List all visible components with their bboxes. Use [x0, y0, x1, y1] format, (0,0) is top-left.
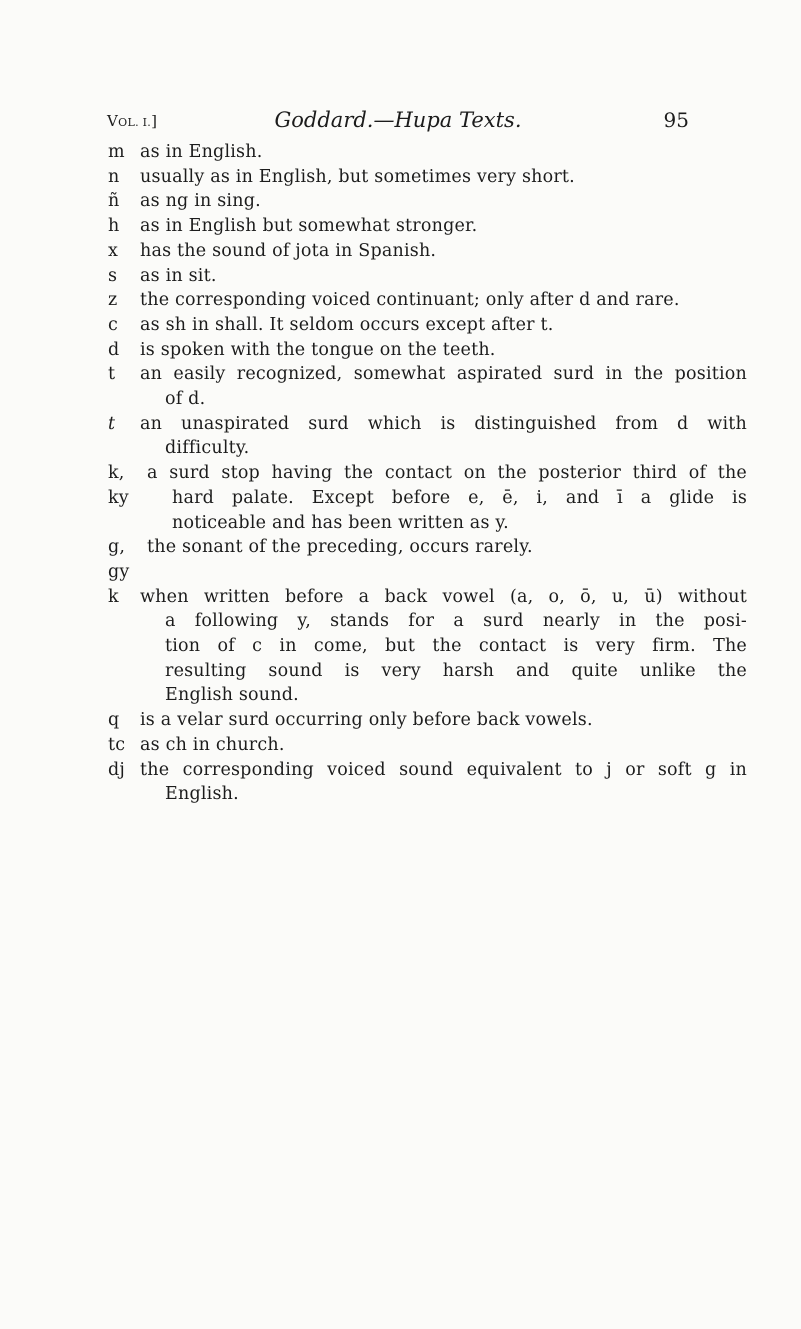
entry-symbol: t — [108, 413, 116, 434]
description-line: English. — [165, 784, 239, 805]
entry-symbol: x — [108, 240, 119, 261]
description-line: as ng in sing. — [140, 191, 261, 212]
entry-description — [140, 758, 747, 807]
description-line: as in sit. — [140, 265, 217, 286]
sound-entry — [107, 189, 747, 214]
description-line: difficulty. — [165, 438, 250, 459]
sound-entry — [107, 535, 747, 584]
running-header — [107, 108, 689, 138]
description-line: is a velar surd occurring only before back vowels. — [140, 710, 593, 731]
entry-symbol: g, gy — [108, 537, 130, 582]
entry-symbol: k — [108, 586, 119, 607]
sound-entry — [107, 288, 747, 313]
running-title: Goddard.—Hupa Texts. — [274, 108, 522, 132]
entry-description — [147, 535, 747, 584]
entry-symbol: n — [108, 166, 120, 187]
entry-symbol: t — [108, 364, 116, 385]
description-line: hard palate. Except before e, ē, i, and ī a glide is — [172, 487, 747, 508]
entry-symbol: m — [108, 142, 125, 162]
sound-entry — [107, 165, 747, 190]
sound-entry — [107, 733, 747, 758]
sound-entry — [107, 140, 747, 165]
entry-description — [140, 239, 747, 264]
description-line: has the sound of jota in Spanish. — [140, 240, 437, 261]
entry-description — [140, 214, 747, 239]
entry-description — [140, 412, 747, 461]
description-line: the corresponding voiced sound equivalent to j or soft g in — [140, 759, 747, 780]
sound-entry — [107, 239, 747, 264]
entry-description — [140, 288, 747, 313]
sound-entry — [107, 264, 747, 289]
description-line: an easily recognized, somewhat aspirated surd in the position — [140, 364, 747, 385]
description-line: as sh in shall. It seldom occurs except after t. — [140, 314, 554, 335]
description-line: English sound. — [165, 685, 299, 706]
sound-entry — [107, 362, 747, 411]
entry-description — [140, 362, 747, 411]
description-line: is spoken with the tongue on the teeth. — [140, 339, 496, 360]
entry-symbol: z — [108, 290, 118, 311]
entry-symbol: c — [108, 314, 119, 335]
volume-label: VOL. I.] — [107, 112, 158, 130]
entry-description — [140, 338, 747, 363]
description-line: as in English. — [140, 142, 263, 162]
entry-symbol: k, ky — [108, 463, 129, 508]
description-line: of d. — [165, 389, 206, 410]
entry-description — [140, 313, 747, 338]
entry-description — [140, 585, 747, 709]
entry-description — [140, 708, 747, 733]
sound-entry — [107, 338, 747, 363]
entry-description — [140, 165, 747, 190]
description-line: an unaspirated surd which is distinguished from d with — [140, 413, 747, 434]
description-line: noticeable and has been written as y. — [172, 512, 509, 533]
sound-entry — [107, 758, 747, 807]
entry-symbol: tc — [108, 734, 126, 755]
entry-symbol: d — [108, 339, 120, 360]
sound-entry — [107, 313, 747, 338]
entry-symbol: s — [108, 265, 118, 286]
entry-symbol: dj — [108, 759, 126, 780]
description-line: resulting sound is very harsh and quite unlike the — [165, 660, 747, 681]
description-line: the corresponding voiced continuant; only after d and rare. — [140, 290, 680, 311]
sound-entry — [107, 585, 747, 709]
entry-description — [140, 140, 747, 165]
entry-description — [140, 189, 747, 214]
entry-symbol: h — [108, 216, 120, 237]
sound-entry — [107, 708, 747, 733]
description-line: a surd stop having the contact on the posterior third of the — [147, 463, 747, 484]
description-line: tion of c in come, but the contact is very firm. The — [165, 636, 747, 657]
description-line: as in English but somewhat stronger. — [140, 216, 478, 237]
entry-description — [140, 733, 747, 758]
entry-description — [140, 264, 747, 289]
sound-key-list — [107, 136, 747, 807]
sound-entry — [107, 214, 747, 239]
description-line: when written before a back vowel (a, o, ō, u, ū) without — [140, 586, 747, 607]
description-line: the sonant of the preceding, occurs rarely. — [147, 537, 533, 558]
entry-description — [147, 461, 747, 535]
sound-entry — [107, 412, 747, 461]
description-line: as ch in church. — [140, 734, 285, 755]
description-line: usually as in English, but sometimes very short. — [140, 166, 575, 187]
description-line: a following y, stands for a surd nearly in the posi- — [165, 611, 747, 632]
sound-entry — [107, 461, 747, 535]
entry-symbol: ñ — [108, 191, 120, 212]
page-number: 95 — [663, 108, 689, 132]
entry-symbol: q — [108, 710, 120, 731]
